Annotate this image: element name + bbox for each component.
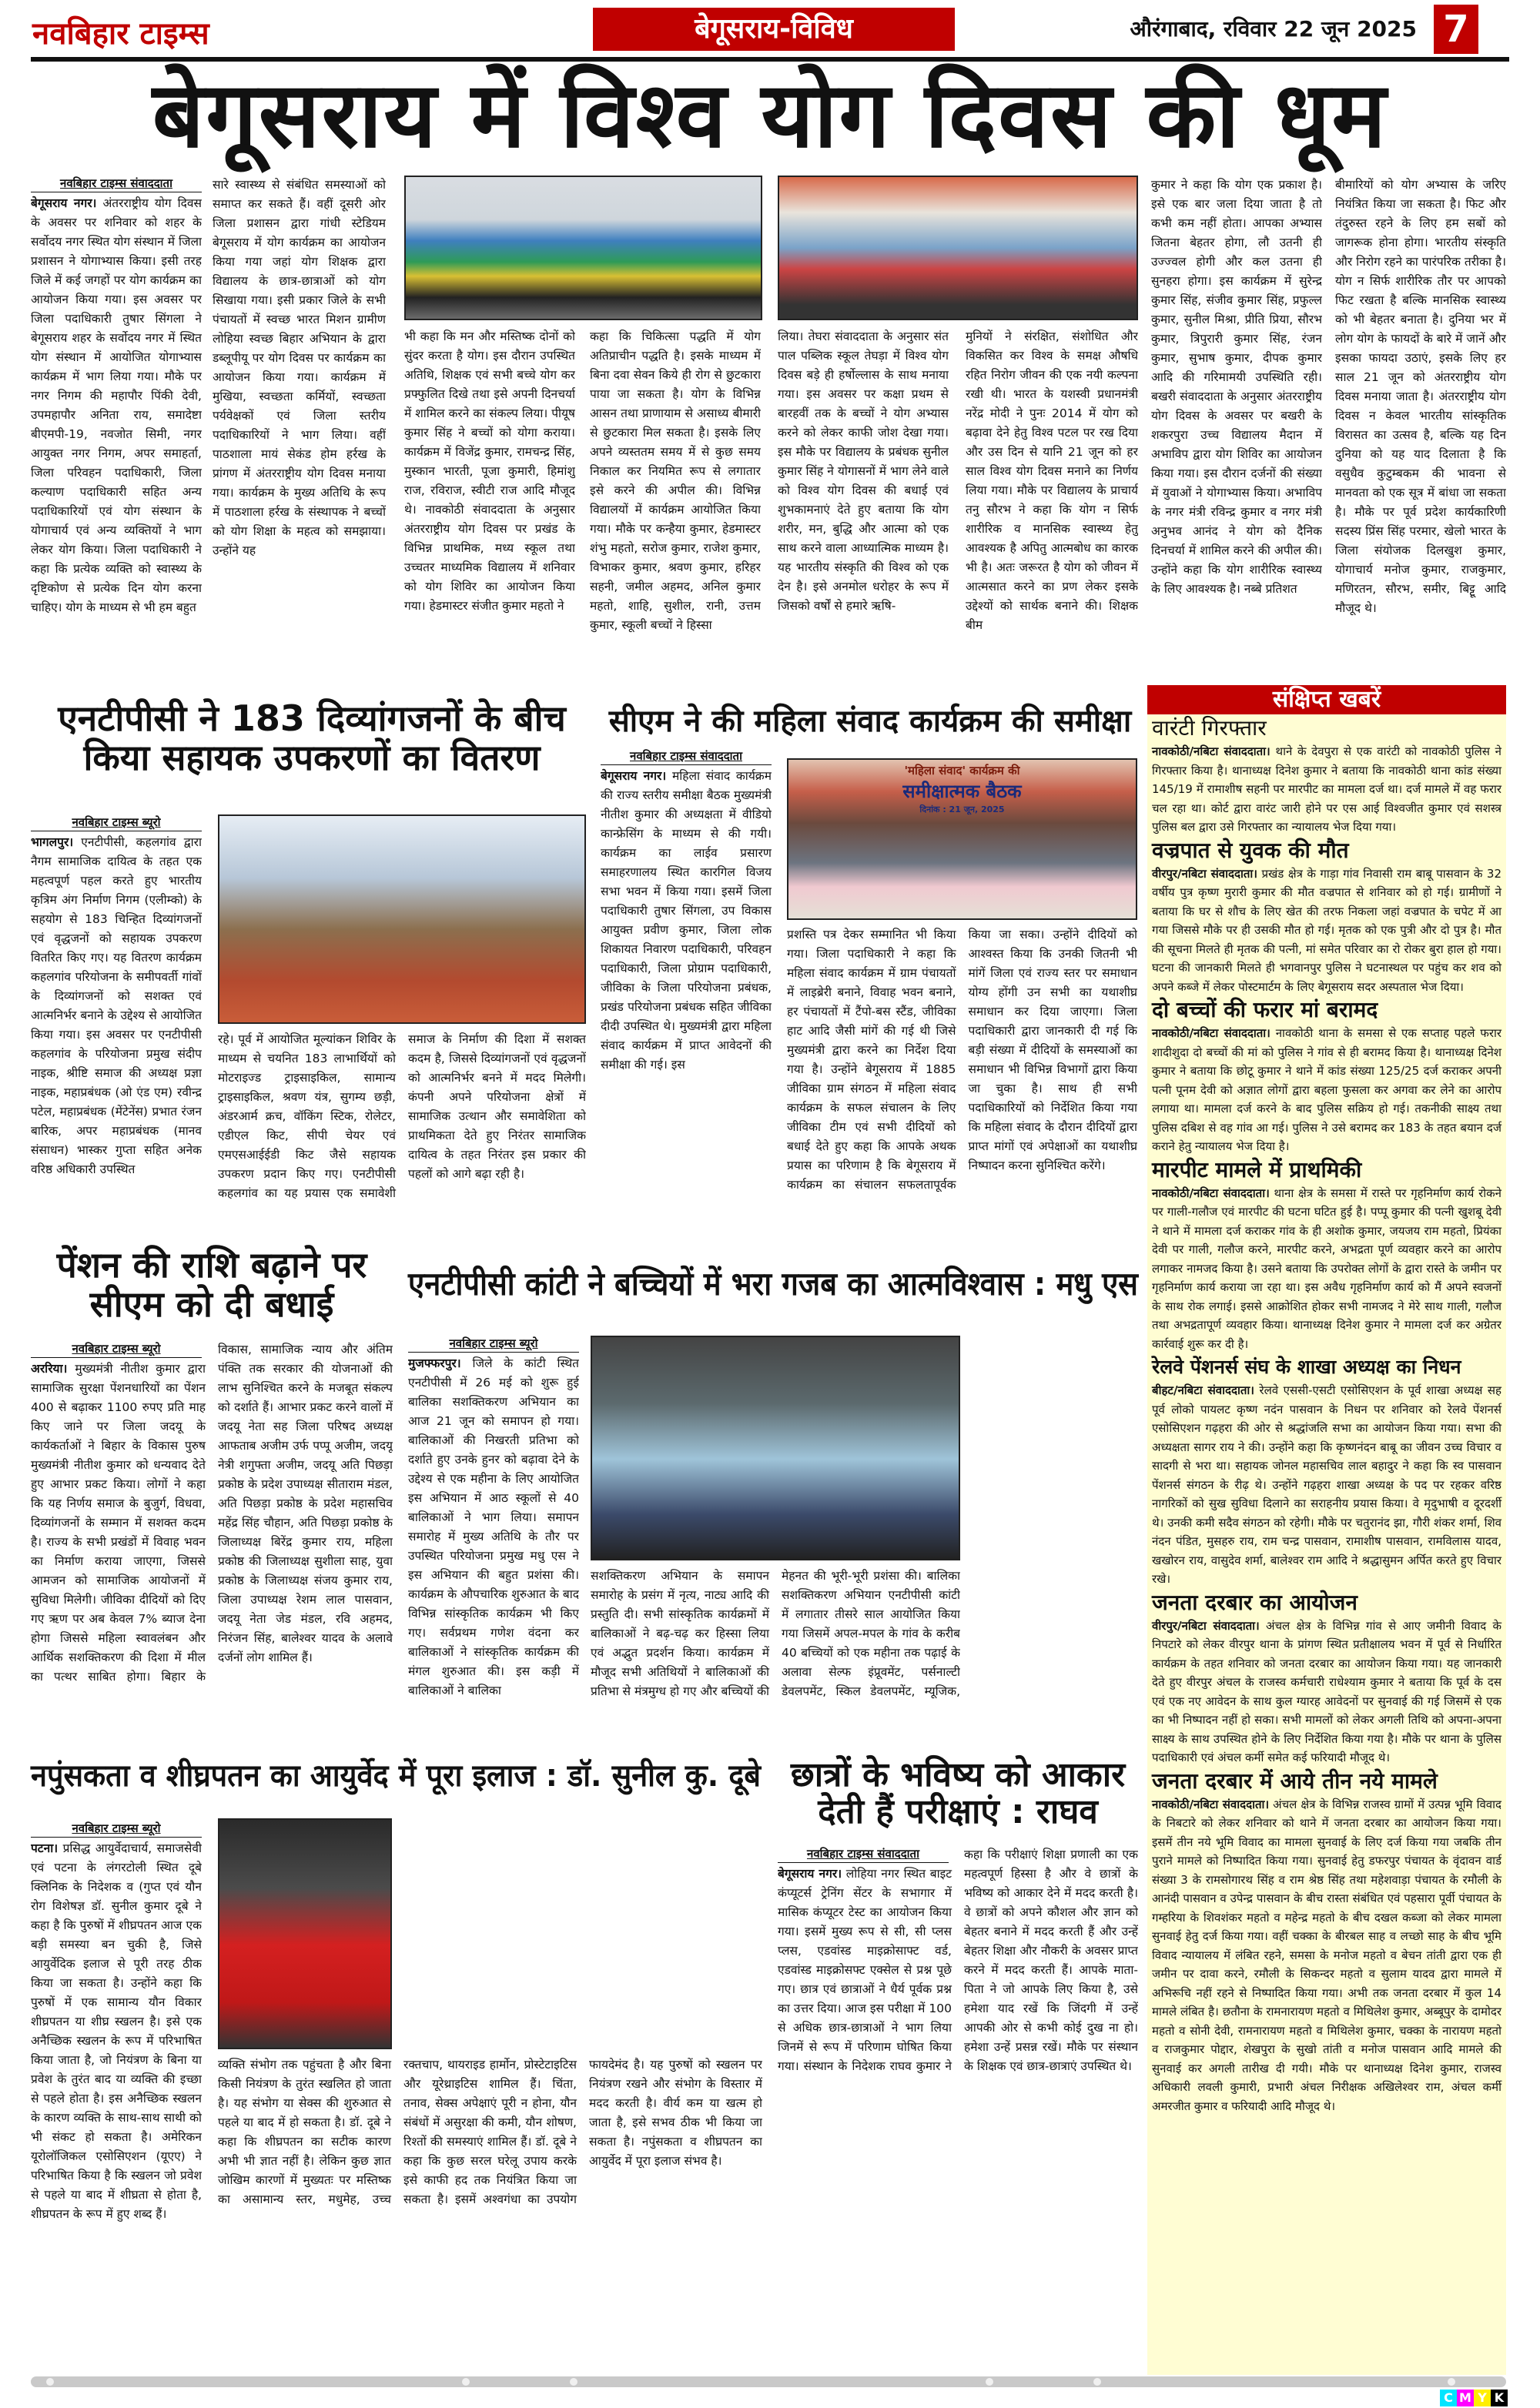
body-text: थाना क्षेत्र के समसा में रास्ते पर गृहनिर्माण कार्य रोकने पर गाली-गलौज एवं मारपीट की घटना घटित हुई है। पप्पू कुमार की पत्नी खुशबू देवी ने थाने में मामला दर्ज कराकर गांव के ही अशोक कुमार, जयजय राम महतो, प्रियंका देवी पर गाली, गलौज करने, मारपीट करने, अभद्रता पूर्ण व्यवहार करने का आरोप लगाकर नामजद किया है। उसने बताया कि उपरोक्त लोगों के द्वारा रास्ते के जमीन पर गृहनिर्माण कार्य कराया जा रहा था। इस अवैध गृहनिर्माण कार्य को मैं अपने स्वजनों के साथ रोक लगाई। इससे आक्रोशित होकर सभी नामजद ने मेरे साथ गाली, गलौज तथा अभद्रतापूर्ण व्यवहार किया। थानाध्यक्ष दिनेश कुमार ने मामला दर्ज कर अग्रेतर कार्रवाई शुरू कर दी है। xyxy=(1152,1186,1502,1351)
byline: नवबिहार टाइम्स ब्यूरो xyxy=(31,1341,202,1358)
body-text: महिला संवाद कार्यक्रम की राज्य स्तरीय समीक्षा बैठक मुख्यमंत्री नीतीश कुमार की अध्यक्षता में वीडियो कान्फ्रेसिंग के माध्यम से की गयी। कार्यक्रम का लाईव प्रसारण समाहरणालय स्थित कारगिल विजय सभा भवन में किया गया। इसमें जिला पदाधिकारी तुषार सिंगला, उप विकास आयुक्त प्रवीण कुमार, जिला लोक शिकायत निवारण पदाधिकारी, परिवहन पदाधिकारी, जिला प्रोग्राम पदाधिकारी, जीविका के जिला परियोजना प्रबंधक, प्रखंड परियोजना प्रबंधक सहित जीविका दीदी उपस्थित थे। मुख्यमंत्री द्वारा महिला संवाद कार्यक्रम में प्राप्त आवेदनों की समीक्षा की गई। इस xyxy=(601,769,772,1072)
paper-name: नवबिहार टाइम्स xyxy=(32,16,209,52)
brief-item xyxy=(1147,714,1506,837)
yoga-col-4: कहा कि चिकित्सा पद्धति में योग अतिप्राचीन पद्धति है। इसके माध्यम में बिना दवा सेवन किये ही रोग से छुटकारा पाया जा सकता है। योग के विभिन्न आसन तथा प्राणायाम से असाध्य बीमारी से छुटकारा मिल सकता है। इसके लिए अपने व्यस्ततम समय में से कुछ समय निकाल कर नियमित रूप से लगातार इसे करने की अपील की। विभिन्न विद्यालयों में कार्यक्रम आयोजित किया गया। मौके पर कन्हैया कुमार, हेडमास्टर शंभु महतो, सरोज कुमार, राजेश कुमार, विभाकर कुमार, श्रवण कुमार, हरिहर सहनी, जमील अहमद, अनिल कुमार महतो, शाहि, सुशील, रानी, उत्तम कुमार, स्कूली बच्चों ने हिस्सा xyxy=(590,329,761,632)
kanti-headline xyxy=(408,1266,1140,1302)
headline-line xyxy=(31,1246,393,1285)
yoga-col-5: लिया। तेघरा संवाददाता के अनुसार संत पाल पब्लिक स्कूल तेघड़ा में विश्व योग दिवस बड़े ही हर्षोल्लास के साथ मनाया गया। इस अवसर पर कक्षा प्रथम से बारहवीं तक के बच्चों ने योग अभ्यास करने को लेकर काफी जोश देखा गया। इस मौके पर विद्यालय के प्रबंधक सुनील कुमार सिंह ने योगासनों में भाग लेने वाले को विश्व योग दिवस की बधाई एवं शुभकामनाएं देते हुए बताया कि योग शरीर, मन, बुद्धि और आत्मा को एक साथ करने वाला आध्यात्मिक माध्यम है। यह भारतीय संस्कृति की विश्व को एक देन है। इसे अनमोल धरोहर के रूप में जिसको वर्षों से हमारे ऋषि- xyxy=(778,329,949,613)
byline: नवबिहार टाइम्स संवाददाता xyxy=(601,748,772,765)
brief-title: जनता दरबार में आये तीन नये मामले xyxy=(1152,1768,1438,1794)
dateline-place: बेगूसराय नगर। xyxy=(778,1867,842,1881)
byline: नवबिहार टाइम्स ब्यूरो xyxy=(31,814,202,831)
body-text: अंचल क्षेत्र के विभिन्न गांव से आए जमीनी विवाद के निपटारे को लेकर वीरपुर थाना के प्रांगण स्थित प्रतीक्षालय भवन में पूर्व से निर्धारित कार्यक्रम के तहत शनिवार को जनता दरबार का आयोजन किया गया। यह जानकारी देते हुए वीरपुर अंचल के राजस्व कर्मचारी राधेश्याम कुमार ने बताया कि पूर्व के दस एवं एक नए आवेदन के साथ कुल ग्यारह आवेदनों पर सुनवाई की गई जिसमें से एक का भी निष्पादन नहीं हो सका। सभी मामलों को लेकर अगली तिथि को अपना-अपना साक्ष्य के साथ उपस्थित होने के लिए निर्देशित किया गया है। मौके पर थाना के पुलिस पदाधिकारी एवं अंचल कर्मी समेत कई फरियादी मौजूद थे। xyxy=(1152,1618,1502,1764)
kanti-col-1 xyxy=(408,1336,579,1724)
brief-item xyxy=(1147,1156,1506,1354)
brief-item xyxy=(1147,1768,1506,2116)
dateline-place: बेगूसराय नगर। xyxy=(601,769,667,783)
yoga-col-1 xyxy=(31,176,202,694)
registration-mark xyxy=(570,2378,578,2386)
yoga-col-6: मुनियों ने संरक्षित, संशोधित और विकसित कर विश्व के समक्ष औषधि रहित निरोग जीवन की एक नयी कल्पना रखी थी। भारत के यशस्वी प्रधानमंत्री नरेंद्र मोदी ने पुनः 2014 में योग को बढ़ावा देने हेतु विश्व पटल पर रख दिया और उस दिन से यानि 21 जून को हर साल विश्व योग दिवस मनाने का निर्णय लिया गया। मौके पर विद्यालय के प्राचार्य तनु सौरभ ने कहा कि योग न सिर्फ शारीरिक व मानसिक स्वास्थ्य हेतु आवश्यक है अपितु आत्मबोध का कारक भी है। अतः जरूरत है योग को जीवन में आत्मसात करने का प्रण लेकर इसके उद्देश्यों को सार्थक बनाने की। शिक्षक बीम xyxy=(966,329,1138,632)
brief-item xyxy=(1147,1353,1506,1589)
headline-text: सीएम ने की महिला संवाद कार्यक्रम की समीक्षा xyxy=(608,704,1132,739)
dateline-place: वीरपुर/नबिटा संवाददाता। xyxy=(1152,1618,1260,1633)
cm-col-1 xyxy=(601,748,772,1236)
photo-yoga-students xyxy=(404,176,762,320)
registration-mark xyxy=(1448,2378,1455,2386)
byline: नवबिहार टाइम्स ब्यूरो xyxy=(408,1336,579,1353)
brief-title: जनता दरबार का आयोजन xyxy=(1152,1589,1358,1615)
headline-line xyxy=(31,738,593,778)
news-briefs-panel xyxy=(1147,685,1506,2375)
photo-cm-meeting xyxy=(787,758,1137,920)
lead-headline-text: बेगूसराय में विश्व योग दिवस की धूम xyxy=(152,62,1388,168)
dateline-place: बेगूसराय नगर। xyxy=(31,196,97,210)
dateline: औरंगाबाद, रविवार 22 जून 2025 xyxy=(1130,16,1417,42)
dateline-place: मुजफ्फरपुर। xyxy=(408,1356,461,1370)
cm-body-rest: प्रशस्ति पत्र देकर सम्मानित भी किया गया। जिला पदाधिकारी ने कहा कि महिला संवाद कार्यक्रम में ग्राम पंचायतों में लाइब्रेरी बनाने, विवाह भवन बनाने, हर पंचायतों में टैंपो-बस स्टैंड, जीविका हाट आदि जैसी मांगें की गई थी जिसे मुख्यमंत्री द्वारा करने का निर्देश दिया गया है। उन्होंने बेगूसराय में 1885 जीविका ग्राम संगठन में महिला संवाद कार्यक्रम के सफल संचालन के लिए जीविका टीम एवं सभी दीदियों को बधाई देते हुए कहा कि आपके अथक प्रयास का परिणाम है कि बेगूसराय में कार्यक्रम का संचालन सफलतापूर्वक किया जा सका। उन्होंने दीदियों को आश्वस्त किया कि उनकी जितनी भी मांगें जिला एवं राज्य स्तर पर समाधान योग्य होंगी उन सभी का यथाशीघ्र समाधान कर दिया जाएगा। जिला पदाधिकारी द्वारा जानकारी दी गई कि बड़ी संख्या में दीदियों के समस्याओं का समाधान भी विभिन्न विभागों द्वारा किया जा चुका है। साथ ही सभी पदाधिकारियों को निर्देशित किया गया कि महिला संवाद के दौरान दीदियों द्वारा प्राप्त मांगों एवं अपेक्षाओं का यथाशीघ्र निष्पादन करना सुनिश्चित करेंगे। xyxy=(787,928,1137,1192)
body-text: लोहिया नगर स्थित बाइट कंप्यूटर्स ट्रेनिंग सेंटर के सभागार में मासिक कंप्यूटर टेस्ट का आयोजन किया गया। इसमें मुख्य रूप से सी, सी प्लस प्लस, एडवांस्ड माइक्रोसाफ्ट वर्ड, एडवांस्ड माइक्रोसफ्ट एक्सेल से प्रश्न पूछे गए। छात्र एवं छात्राओं ने धैर्य पूर्वक प्रश्न का उत्तर दिया। आज इस परीक्षा में 100 से अधिक छात्र-छात्राओं ने भाग लिया जिनमें से रूप में परिणाम घोषित किया गया। संस्थान के निदेशक राघव कुमार ने कहा कि परीक्षाएं शिक्षा प्रणाली का एक महत्वपूर्ण हिस्सा है और वे छात्रों के भविष्य को आकार देने में मदद करती है। वे छात्रों को अपने कौशल और ज्ञान को बेहतर बनाने में मदद करती हैं और उन्हें बेहतर शिक्षा और नौकरी के अवसर प्राप्त करने में मदद करती हैं। आपके माता-पिता ने जो आपके लिए किया है, उसे हमेशा याद रखें कि जिंदगी में उन्हें आपकी ओर से कभी कोई दुख ना हो। हमेशा उन्हें प्रसन्न रखें। मौके पर संस्थान के शिक्षक एवं छात्र-छात्राएं उपस्थित थे। xyxy=(778,1848,1138,2073)
headline-line xyxy=(778,1794,1138,1831)
dateline-place: बीहट/नबिटा संवाददाता। xyxy=(1152,1383,1254,1397)
ayurveda-col-1 xyxy=(31,1821,202,2370)
brief-body xyxy=(1152,1795,1502,2116)
body-text: अंचल क्षेत्र के विभिन्न राजस्व ग्रामों में उत्पन्न भूमि विवाद के निबटारे को लेकर शनिवार को थाने में जनता दरबार का आयोजन किया गया। इसमें तीन नये भूमि विवाद का मामला सुनवाई के लिए दर्ज किया गया जबकि तीन पुराने मामले को निष्पादित किया गया। सुनवाई हेतु डफरपुर पंचायत के वृंदावन वार्ड संख्या 3 के रामसोगारथ सिंह व राम श्रेष्ठ सिंह तथा महेशवाड़ा पंचायत के रमौली के आनंदी पासवान व उपेन्द्र पासवान के बीच रास्ता संबंधित एवं पहसारा पूर्वी पंचायत के गम्हरिया के शिवशंकर महतो व महेन्द्र महतो के बीच दखल कब्जा को लेकर मामला सुनवाई हेतु दर्ज किया गया। वहीं चक्का के बीरबल साह व लच्छो साह के बीच भूमि विवाद न्यायालय में लंबित रहने, समसा के मनोज महतो व बेचन तांती द्वारा एक ही जमीन पर दावा करने, रमौली के सिकन्दर महतो व सुलाम यादव द्वारा मामले में अभिरूचि नहीं रहने से निष्पादित किया गया। अभी तक जनता दरबार में कुल 14 मामले लंबित है। छतौना के रामनारायण महतो व मिथिलेश कुमार, अब्बूपुर के दामोदर महतो व सोनी देवी, रामनारायण महतो व मिथिलेश कुमार, चक्का के नारायण महतो व राजकुमार पोद्दार, शेखपुरा के सुखो तांती व मनोज पासवान आदि मामले की सुनवाई कर अगली तारीख दी गयी। मौके पर थानाध्यक्ष दिनेश कुमार, राजस्व अधिकारी लवली कुमारी, प्रभारी अंचल निरीक्षक अखिलेश्वर राम, अंचल कर्मी अमरजीत कुमार व फरियादी आदि मौजूद थे। xyxy=(1152,1797,1502,2113)
headline-line xyxy=(31,699,593,738)
yoga-col-7: कुमार ने कहा कि योग एक प्रकाश है। इसे एक बार जला दिया जाता है तो कभी कम नहीं होता। आपका अभ्यास जितना बेहतर होगा, लौ उतनी ही उज्ज्वल होगी और कल उतना ही सुनहरा होगा। इस कार्यक्रम में सुरेन्द्र कुमार सिंह, संजीव कुमार सिंह, प्रफुल्ल कुमार, सुनील मिश्रा, प्रीति प्रिया, सौरभ कुमार, त्रिपुरारी कुमार सिंह, रंजन कुमार, सुभाष कुमार, दीपक कुमार आदि की गरिमामयी उपस्थिति रही। बखरी संवाददाता के अनुसार अंतरराष्ट्रीय योग दिवस के अवसर पर बखरी के शकरपुरा उच्च विद्यालय मैदान में अभाविप द्वारा योग शिविर का आयोजन किया गया। इस दौरान दर्जनों की संख्या में युवाओं ने योगाभ्यास किया। अभाविप के नगर मंत्री रविन्द्र कुमार व नगर मंत्री अनुभव आनंद ने योग को दैनिक दिनचर्या में शामिल करने की अपील की। उन्होंने कहा कि योग शारीरिक स्वास्थ्य के लिए आवश्यक है। नब्बे प्रतिशत xyxy=(1151,178,1322,596)
registration-mark xyxy=(462,2378,470,2386)
body-text: प्रखंड क्षेत्र के गाड़ा गांव निवासी राम बाबू पासवान के 32 वर्षीय पुत्र कृष्ण मुरारी कुमार की मौत वज्रपात से शनिवार को हो गई। ग्रामीणों ने बताया कि घर से शौच के लिए खेत की तरफ निकला जहां वज्रपात के चपेट में आ गया जिससे मौके पर ही उसकी मौत हो गई। मृतक को एक पुत्री और दो पुत्र है। मौत की सूचना मिलते ही मृतक की पत्नी, मां समेत परिवार का रो रोकर बुरा हाल हो गया। घटना की जानकारी मिलते ही भगवानपुर पुलिस ने घटनास्थल पर पहुंच कर शव को अपने कब्जे में लेकर पोस्टमार्टम के लिए बेगूसराय सदर अस्पताल भेज दिया। xyxy=(1152,866,1502,994)
brief-title: दो बच्चों की फरार मां बरामद xyxy=(1152,997,1378,1022)
cmyk-m: M xyxy=(1457,2390,1474,2406)
brief-item xyxy=(1147,837,1506,997)
ayurveda-headline xyxy=(31,1759,762,1793)
photo-yoga-school xyxy=(778,176,1138,320)
body-text: रेलवे एससी-एसटी एसोसिएशन के पूर्व शाखा अध्यक्ष सह पूर्व लोको पायलट कृष्ण नदंन पासवान के निधन पर शनिवार को रेलवे पेंशनर्स एसोसिएशन गढ़हरा की ओर से श्रद्धांजलि सभा का आयोजन किया गया। सभा की अध्यक्षता सागर राय ने की। उन्होंने कहा कि कृष्णनंदन बाबू का जीवन उच्च विचार व सादगी से भरा था। सहायक जोनल महासचिव लाल बहादुर ने कहा कि स्व पासवान पेंशनर्स संगठन के रीढ़ थे। उन्होंने गढ़हरा शाखा अध्यक्ष के पद पर रहकर वरिष्ठ नागरिकों को सुख सुविधा दिलाने का सराहनीय प्रयास किया। वे मृदुभाषी व दूरदर्शी थे। उनकी कमी सदैव संगठन को रहेगी। मौके पर चतुरानंद झा, गौरी शंकर शर्मा, शिव नंदन पंडित, मुसहरु राय, राम चन्द्र पासवान, रामाशीष पासवान, रामविलास यादव, खखोरन राय, वासुदेव शर्मा, बालेश्वर राम आदि ने श्रद्धासुमन अर्पित करते हुए विचार रखे। xyxy=(1152,1383,1502,1586)
dateline-place: नावकोठी/नबिटा संवाददाता। xyxy=(1152,1186,1270,1200)
byline: नवबिहार टाइम्स ब्यूरो xyxy=(31,1821,202,1838)
registration-mark xyxy=(1093,2378,1101,2386)
section-title: बेगूसराय-विविध xyxy=(593,8,955,51)
lead-headline xyxy=(31,63,1509,167)
dateline-place: नावकोठी/नबिटा संवाददाता। xyxy=(1152,1797,1270,1811)
body-text: अंतरराष्ट्रीय योग दिवस के अवसर पर शनिवार को शहर के सर्वोदय नगर स्थित योग संस्थान में जिला प्रशासन ने योगाभ्यास किया। इसी तरह जिले में कई जगहों पर योग कार्यक्रम का आयोजन किया गया। इस अवसर पर जिला पदाधिकारी तुषार सिंगला ने बेगूसराय शहर के सर्वोदय नगर में स्थित योग संस्थान में आयोजित योगाभ्यास कार्यक्रम में भाग लिया गया। मौके पर नगर निगम की महापौर पिंकी देवी, उपमहापौर अनिता राय, समादेष्टा बीएमपी-19, नवजोत सिमी, नगर आयुक्त नगर निगम, अपर समाहर्ता, जिला परिवहन पदाधिकारी, जिला कल्याण पदाधिकारी सहित अन्य पदाधिकारियों एवं योग संस्थान के योगाचार्य एवं अन्य व्यक्तियों ने भाग लेकर योग किया। जिला पदाधिकारी ने कहा कि प्रत्येक व्यक्ति को स्वास्थ्य के दृष्टिकोण से प्रत्येक दिन योग करना चाहिए। योग के माध्यम से भी हम बहुत xyxy=(31,196,202,614)
brief-body xyxy=(1152,1024,1502,1156)
headline-text: एनटीपीसी कांटी ने बच्चियों में भरा गजब का आत्मविश्वास : मधु एस xyxy=(408,1265,1138,1303)
photo-banner-text: दिनांक : 21 जून, 2025 xyxy=(919,804,1005,814)
photo-kanti-certificate xyxy=(591,1336,960,1560)
brief-item xyxy=(1147,996,1506,1156)
brief-title: मारपीट मामले में प्राथमिकी xyxy=(1152,1156,1362,1182)
yoga-col-2: सारे स्वास्थ्य से संबंधित समस्याओं को समाप्त कर सकते हैं। वहीं दूसरी ओर जिला प्रशासन द्वारा गांधी स्टेडियम बेगूसराय में योग कार्यक्रम का आयोजन किया गया जहां योग शिक्षक द्वारा विद्यालय के छात्र-छात्राओं को योग सिखाया गया। इसी प्रकार जिले के सभी पंचायतों में स्वच्छ भारत मिशन ग्रामीण लोहिया स्वच्छ बिहार अभियान के द्वारा डब्लूपीयू पर योग दिवस पर कार्यक्रम का आयोजन किया गया। कार्यक्रम में मुखिया, स्वच्छता कर्मियों, स्वच्छता पर्यवेक्षकों एवं जिला स्तरीय पदाधिकारियों ने भाग लिया। वहीं पाठशाला मायं सेकंड होम हर्रख के प्रांगण में अंतरराष्ट्रीय योग दिवस मनाया गया। कार्यक्रम के मुख्य अतिथि के रूप में पाठशाला हर्रख के संस्थापक ने बच्चों को योग शिक्षा के महत्व को समझाया। उन्होंने यह xyxy=(213,178,386,557)
article-body xyxy=(31,1340,393,1702)
headline-line-text: पेंशन की राशि बढ़ाने पर xyxy=(56,1244,367,1286)
headline-line-text: देती हैं परीक्षाएं : राघव xyxy=(818,1792,1098,1832)
article-body xyxy=(31,833,202,1233)
pension-body-wrap xyxy=(31,1341,393,1702)
cm-review-headline xyxy=(601,704,1140,738)
body-text: मुख्यमंत्री नीतीश कुमार द्वारा सामाजिक सुरक्षा पेंशनधारियों का पेंशन 400 से बढ़ाकर 1100 रुपए प्रति माह किए जाने पर जिला जदयू के कार्यकर्ताओं ने बिहार के विकास पुरुष मुख्यमंत्री नीतीश कुमार को धन्यवाद देते हुए आभार प्रकट किया। लोगों ने कहा कि यह निर्णय समाज के बुजुर्ग, विधवा, दिव्यांगजनों के सम्मान में सशक्त कदम है। राज्य के सभी प्रखंडों में विवाह भवन का निर्माण कराया जाएगा, जिससे आमजन को सामाजिक आयोजनों में सुविधा मिलेगी। जीविका दीदियों को दिए गए ऋण पर अब केवल 7% ब्याज देना होगा जिससे महिला स्वावलंबन और आर्थिक सशक्तिकरण की दिशा में मील का पत्थर साबित होगा। बिहार के विकास, सामाजिक न्याय और अंतिम पंक्ति तक सरकार की योजनाओं की लाभ सुनिश्चित करने के मजबूत संकल्प को दर्शाते हैं। आभार प्रकट करने वालों में जदयू नेता सह जिला परिषद अध्यक्ष आफताब अजीम उर्फ पप्पू अजीम, जदयू नेत्री शगुफ्ता अजीम, जदयू अति पिछड़ा प्रकोष्ठ के प्रदेश उपाध्यक्ष सीताराम मंडल, अति पिछड़ा प्रकोष्ठ के प्रदेश महासचिव महेंद्र सिंह चौहान, अति पिछड़ा प्रकोष्ठ के जिलाध्यक्ष बिरेंद्र कुमार राय, महिला प्रकोष्ठ की जिलाध्यक्ष सुशीला साह, युवा प्रकोष्ठ के जिलाध्यक्ष संजय कुमार राय, जिला उपाध्यक्ष रेशम लाल पासवान, जदयू नेता जेड मंडल, रवि अहमद, निरंजन सिंह, बालेश्वर यादव के अलावे दर्जनों लोग शामिल हैं। xyxy=(31,1343,393,1684)
yoga-col-8: बीमारियों को योग अभ्यास के जरिए नियंत्रित किया जा सकता है। फिट और तंदुरुस्त रहने के लिए हम सबों को जागरूक होना होगा। भारतीय संस्कृति और निरोग रहने का पारंपरिक तरीका है। योग न सिर्फ शारीरिक तौर पर आपको फिट रखता है बल्कि मानसिक स्वास्थ्य को भी बेहतर बनाता है। दुनिया भर में लोग योग के फायदों के बारे में जानें और इसका फायदा उठाएं, इसके लिए हर साल 21 जून को अंतरराष्ट्रीय योग दिवस मनाया जाता है। अंतरराष्ट्रीय योग दिवस न केवल भारतीय सांस्कृतिक विरासत का उत्सव है, बल्कि यह दिन दुनिया को यह याद दिलाता है कि वसुधैव कुटुम्बकम की भावना से मानवता को एक सूत्र में बांधा जा सकता है। मौके पर पूर्व प्रदेश कार्यकारिणी सदस्य प्रिंस सिंह परमार, खेलो भारत के जिला संयोजक दिलखुश कुमार, योगाचार्य मनोज कुमार, राजकुमार, मणिरतन, सौरभ, समीर, बिट्टू आदि मौजूद थे। xyxy=(1335,178,1506,615)
photo-banner-text: 'महिला संवाद' कार्यक्रम की xyxy=(904,764,1020,778)
page-number: 7 xyxy=(1434,5,1478,54)
body-text: एनटीपीसी, कहलगांव द्वारा नैगम सामाजिक दायित्व के तहत एक महत्वपूर्ण पहल करते हुए भारतीय कृत्रिम अंग निर्माण निगम (एलीम्को) के सहयोग से 183 चिन्हित दिव्यांगजनों एवं वृद्धजनों को सहायक उपकरण वितरित किए गए। यह वितरण कार्यक्रम कहलगांव परियोजना के समीपवर्ती गांवों के दिव्यांगजनों को सशक्त एवं आत्मनिर्भर बनाने के उद्देश्य से आयोजित किया गया। इस अवसर पर एनटीपीसी कहलगांव के परियोजना प्रमुख संदीप नाइक, श्रीष्टि समाज की अध्यक्ष प्रज्ञा नाइक, महाप्रबंधक (ओ एंड एम) रवीन्द्र पटेल, महाप्रबंधक (मेंटेनेंस) प्रभात रंजन बारिक, अपर महाप्रबंधक (मानव संसाधन) भास्कर गुप्ता सहित अनेक वरिष्ठ अधिकारी उपस्थित xyxy=(31,835,202,1176)
pension-headline xyxy=(31,1246,393,1323)
brief-title: रेलवे पेंशनर्स संघ के शाखा अध्यक्ष का निधन xyxy=(1152,1356,1461,1378)
yoga-col-3: भी कहा कि मन और मस्तिष्क दोनों को सुंदर करता है योग। इस दौरान उपस्थित अतिथि, शिक्षक एवं सभी बच्चे योग कर प्रफ्फुलित दिखे तथा इसे अपनी दिनचर्या में शामिल करने का संकल्प लिया। पीयूष कुमार सिंह ने बच्चों को योगा कराया। कार्यक्रम में विजेंद्र कुमार, रामचन्द्र सिंह, मुस्कान भारती, पूजा कुमारी, हिमांशु राज, रविराज, स्वीटी राज आदि मौजूद थे। नावकोठी संवाददाता के अनुसार अंतरराष्ट्रीय योग दिवस पर प्रखंड के विभिन्न प्राथमिक, मध्य स्कूल तथा उच्चतर माध्यमिक विद्यालय में शनिवार को योग शिविर का आयोजन किया गया। हेडमास्टर संजीत कुमार महतो ने xyxy=(404,329,575,613)
headline-line-text: एनटीपीसी ने 183 दिव्यांगजनों के बीच xyxy=(58,697,566,739)
ntpc-headline xyxy=(31,699,593,777)
brief-item xyxy=(1147,1589,1506,1768)
article-body xyxy=(31,194,202,694)
headline-line-text: छात्रों के भविष्य को आकार xyxy=(790,1755,1126,1794)
brief-body xyxy=(1152,1617,1502,1768)
registration-bar xyxy=(31,2376,1506,2387)
dateline-place: वीरपुर/नबिटा संवाददाता। xyxy=(1152,866,1257,881)
headline-line-text: किया सहायक उपकरणों का वितरण xyxy=(83,736,541,778)
article-body xyxy=(601,767,772,1236)
brief-title: वज्रपात से युवक की मौत xyxy=(1152,837,1349,863)
registration-mark xyxy=(986,2378,993,2386)
brief-body xyxy=(1152,1381,1502,1589)
cmyk-marks xyxy=(1440,2390,1508,2406)
raghav-headline xyxy=(778,1757,1138,1831)
article-body xyxy=(778,1845,1138,2373)
brief-body xyxy=(1152,865,1502,997)
article-body xyxy=(31,1839,202,2370)
byline: नवबिहार टाइम्स संवाददाता xyxy=(778,1846,949,1863)
brief-title: वारंटी गिरफ्तार xyxy=(1152,715,1267,741)
ntpc-body-rest: रहे। पूर्व में आयोजित मूल्यांकन शिविर के माध्यम से चयनित 183 लाभार्थियों को मोटराइज्ड ट्राइसाइकिल, सामान्य ट्राइसाइकिल, श्रवण यंत्र, सुगम्य छड़ी, अंडरआर्म क्रच, वॉकिंग स्टिक, रोलेटर, एडीएल किट, सीपी चेयर एवं एमएसआईईडी किट जैसे सहायक उपकरण प्रदान किए गए। एनटीपीसी कहलगांव का यह प्रयास एक समावेशी समाज के निर्माण की दिशा में सशक्त कदम है, जिससे दिव्यांगजनों एवं वृद्धजनों को आत्मनिर्भर बनने में मदद मिलेगी। कंपनी अपने परियोजना क्षेत्रों में सामाजिक उत्थान और समावेशिता को प्राथमिकता देते हुए निरंतर सामाजिक दायित्व के तहत निरंतर इस प्रकार की पहलों को आगे बढ़ा रही है। xyxy=(218,1032,586,1200)
ntpc-col-1 xyxy=(31,814,202,1233)
article-body xyxy=(408,1354,579,1724)
cmyk-y: Y xyxy=(1474,2390,1491,2406)
photo-banner-text: समीक्षात्मक बैठक xyxy=(902,781,1022,802)
cmyk-c: C xyxy=(1440,2390,1457,2406)
headline-line xyxy=(31,1285,393,1324)
dateline-place: भागलपुर। xyxy=(31,835,74,849)
body-text: नावकोठी थाना के समसा से एक सप्ताह पहले फरार शादीशुदा दो बच्चों की मां को पुलिस ने गांव से ही बरामद किया है। थानाध्यक्ष दिनेश कुमार ने बताया कि छोटू कुमार ने थाने में कांड संख्या 125/25 दर्ज कराकर अपनी पत्नी पूनम देवी को अज्ञात लोगों द्वारा बहला फुसला कर अगवा कर लेने का आरोप लगाया था। मामला दर्ज करने के बाद पुलिस सक्रिय हो गई। तकनीकी साक्ष्य तथा पुलिस दबिश से वह गांव आ गई। पुलिस ने उसे बरामद कर 183 के तहत बयान दर्ज कराने हेतु न्यायालय भेज दिया है। xyxy=(1152,1026,1502,1153)
dateline-place: अररिया। xyxy=(31,1362,68,1376)
body-text: जिले के कांटी स्थित एनटीपीसी में 26 मई को शुरू हुई बालिका सशक्तिकरण अभियान का आज 21 जून को समापन हो गया। बालिकाओं की निखरती प्रतिभा को दर्शाते हुए उनके हुनर को बढ़ावा देने के उद्देश्य से एक महीना के लिए आयोजित इस अभियान में आठ स्कूलों से 40 बालिकाओं ने भाग लिया। समापन समारोह में मुख्य अतिथि के तौर पर उपस्थित परियोजना प्रमुख मधु एस ने इस अभियान की बहुत प्रशंसा की। कार्यक्रम के औपचारिक शुरुआत के बाद विभिन्न सांस्कृतिक कार्यक्रम भी किए गए। सर्वप्रथम गणेश वंदना कर बालिकाओं ने सांस्कृतिक कार्यक्रम की मंगल शुरुआत की। इस कड़ी में बालिकाओं ने बालिका xyxy=(408,1356,579,1697)
raghav-body-wrap xyxy=(778,1846,1138,2373)
headline-line xyxy=(778,1757,1138,1794)
ayurveda-body-rest: व्यक्ति संभोग तक पहुंचता है और बिना किसी नियंत्रण के तुरंत स्खलित हो जाता है। यह संभोग या सेक्स की शुरुआत से पहले या बाद में हो सकता है। डॉ. दूबे ने कहा कि शीघ्रपतन का सटीक कारण अभी भी ज्ञात नहीं है। लेकिन कुछ ज्ञात जोखिम कारणों में मुख्यतः पर मस्तिष्क का असामान्य स्तर, मधुमेह, उच्च रक्तचाप, थायराइड हार्मोन, प्रोस्टेटाइटिस और यूरेथ्राइटिस शामिल हैं। चिंता, तनाव, सेक्स अपेक्षाएं पूरी न होना, यौन संबंधों में असुरक्षा की कमी, यौन शोषण, रिश्तों की समस्याएं शामिल हैं। डॉ. दूबे ने कहा कि कुछ सरल घरेलू उपाय करके इसे काफी हद तक नियंत्रित किया जा सकता है। इसमें अश्वगंधा का उपयोग फायदेमंद है। यह पुरुषों को स्खलन पर नियंत्रण रखने और संभोग के विस्तार में मदद करती है। वीर्य कम या खत्म हो जाता है, इसे सभव ठीक भी किया जा सकता है। नपुंसकता व शीघ्रपतन का आयुर्वेद में पूरा इलाज संभव है। xyxy=(218,2058,762,2206)
dateline-place: नावकोठी/नबिटा संवाददाता। xyxy=(1152,1026,1270,1040)
byline: नवबिहार टाइम्स संवाददाता xyxy=(31,176,202,192)
photo-doctor xyxy=(218,1818,392,2049)
cmyk-k: K xyxy=(1491,2390,1508,2406)
headline-text: नपुंसकता व शीघ्रपतन का आयुर्वेद में पूरा इलाज : डॉ. सुनील कु. दूबे xyxy=(31,1758,761,1794)
headline-line-text: सीएम को दी बधाई xyxy=(89,1283,334,1325)
photo-ntpc-distribution xyxy=(218,814,586,1024)
registration-mark xyxy=(46,2378,54,2386)
dateline-place: नावकोठी/नबिटा संवाददाता। xyxy=(1152,744,1270,758)
briefs-header: संक्षिप्त खबरें xyxy=(1147,685,1506,714)
brief-body xyxy=(1152,742,1502,837)
body-text: प्रसिद्ध आयुर्वेदाचार्य, समाजसेवी एवं पटना के लंगरटोली स्थित दूबे क्लिनिक के निदेशक व (गुप्त एवं यौन रोग विशेषज्ञ डॉ. सुनील कुमार दूबे ने कहा है कि पुरुषों में शीघ्रपतन आज एक बड़ी समस्या बन चुकी है, जिसे आयुर्वेदिक इलाज से पूरी तरह ठीक किया जा सकता है। उन्होंने कहा कि पुरुषों में एक सामान्य यौन विकार शीघ्रपतन या शीघ्र स्खलन है। इसे एक अनैच्छिक स्खलन के रूप में परिभाषित किया जाता है, जो नियंत्रण के बिना या प्रवेश के तुरंत बाद या व्यक्ति की इच्छा से पहले होता है। इस अनैच्छिक स्खलन के कारण व्यक्ति के साथ-साथ साथी को भी संकट हो सकता है। अमेरिकन यूरोलॉजिकल एसोसिएशन (यूएए) ने परिभाषित किया है कि स्खलन जो प्रवेश से पहले या बाद में शीघ्रता से होता है, शीघ्रपतन के रूप में हुए शब्द हैं। xyxy=(31,1841,202,2221)
body-text: थाने के देवपुरा से एक वारंटी को नावकोठी पुलिस ने गिरफ्तार किया है। थानाध्यक्ष दिनेश कुमार ने बताया कि नावकोठी थाना कांड संख्या 145/19 में रामाशीष सहनी पर मारपीट का मामला दर्ज था। दर्ज मामले में वह फरार चल रहा था। कोर्ट द्वारा वारंट जारी होने पर एस आई विश्वजीत कुमार एवं सशस्त्र पुलिस बल द्वारा उसे गिरफ्तार का न्यायालय भेज दिया गया। xyxy=(1152,744,1502,834)
kanti-body-rest: सशक्तिकरण अभियान के समापन समारोह के प्रसंग में नृत्य, नाट्य आदि की प्रस्तुति दी। सभी सांस्कृतिक कार्यक्रमों में बालिकाओं ने बढ़-चढ़ कर हिस्सा लिया एवं अद्भुत प्रदर्शन किया। कार्यक्रम में मौजूद सभी अतिथियों ने बालिकाओं की प्रतिभा से मंत्रमुग्ध हो गए और बच्चियों की मेहनत की भूरी-भूरी प्रशंसा की। बालिका सशक्तिकरण अभियान एनटीपीसी कांटी में लगातार तीसरे साल आयोजित किया गया जिसमें अपल-मपल के गांव के करीब 40 बच्चियों को एक महीना तक पढ़ाई के अलावा सेल्फ इंप्रूवमेंट, पर्सनाल्टी डेवलपमेंट, स्किल डेवलपमेंट, म्यूजिक, xyxy=(591,1569,960,1698)
dateline-place: पटना। xyxy=(31,1841,59,1855)
brief-body xyxy=(1152,1184,1502,1354)
